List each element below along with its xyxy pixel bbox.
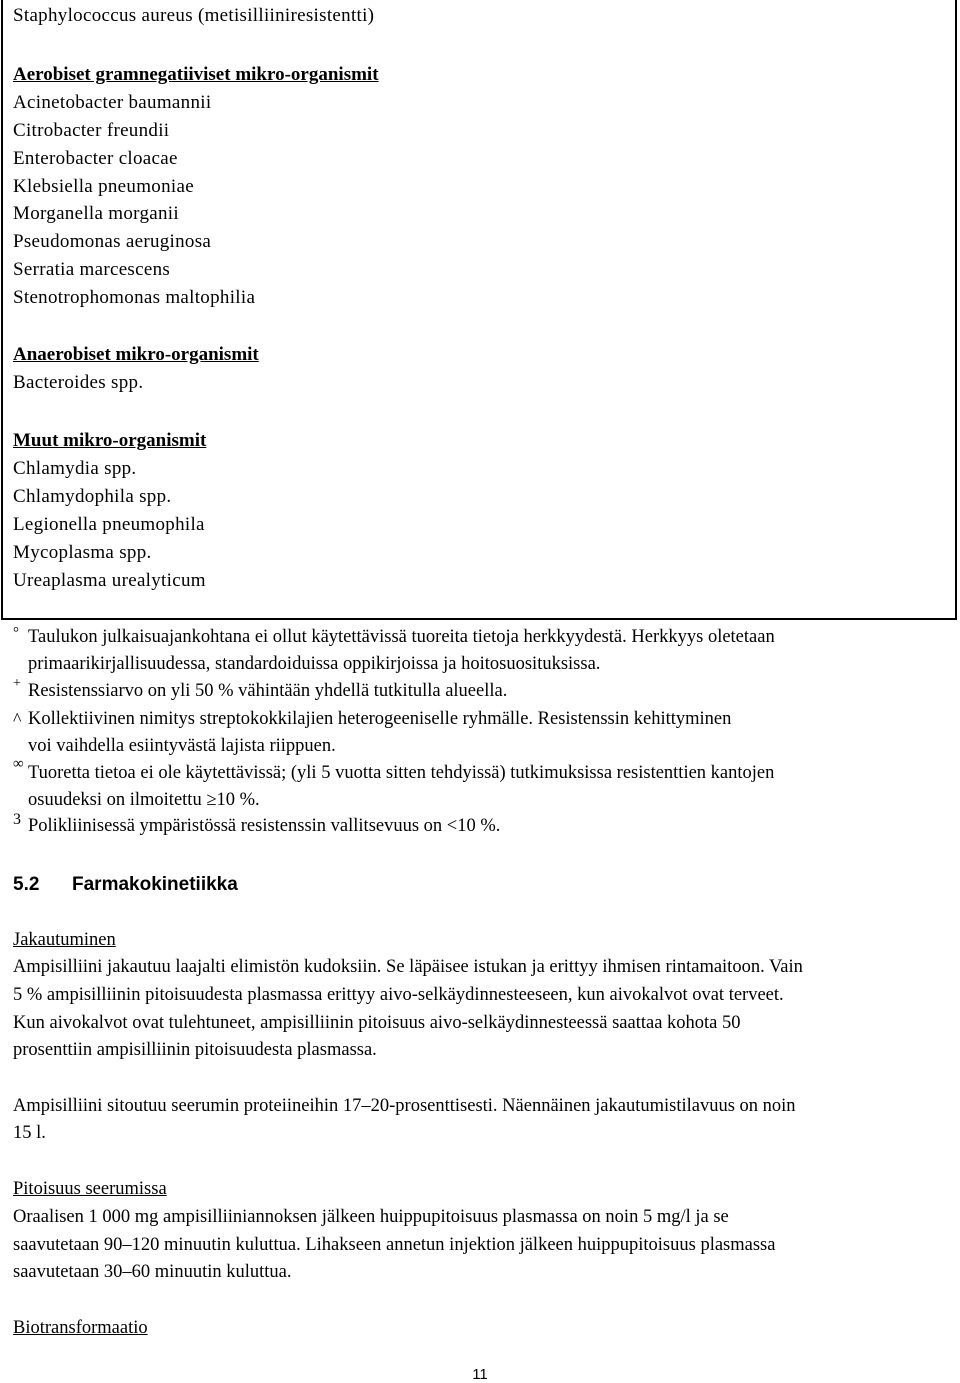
footnote-line: Tuoretta tietoa ei ole käytettävissä; (yli 5 vuotta sitten tehdyissä) tutkimuksissa resistenttien kantojen bbox=[28, 763, 775, 783]
footnote-line: Kollektiivinen nimitys streptokokkilajien heterogeeniselle ryhmälle. Resistenssin kehittyminen bbox=[28, 709, 732, 729]
organism-item: Enterobacter cloacae bbox=[13, 148, 178, 169]
organism-item: Pseudomonas aeruginosa bbox=[13, 231, 212, 252]
footnote-line: Resistenssiarvo on yli 50 % vähintään yhdellä tutkitulla alueella. bbox=[28, 681, 508, 701]
organism-item: Bacteroides spp. bbox=[13, 372, 144, 393]
footnote-line: Polikliinisessä ympäristössä resistenssin vallitsevuus on <10 %. bbox=[28, 816, 501, 836]
section-title: Farmakokinetiikka bbox=[72, 874, 238, 895]
organism-item: Acinetobacter baumannii bbox=[13, 92, 212, 113]
footnote-symbol: ∞ bbox=[13, 756, 24, 772]
footnote-line: primaarikirjallisuudessa, standardoiduissa oppikirjoissa ja hoitosuosituksissa. bbox=[28, 654, 601, 674]
paragraph-line: Ampisilliini sitoutuu seerumin proteiineihin 17–20-prosenttisesti. Näennäinen jakautumistilavuus on noin bbox=[13, 1096, 796, 1116]
page-number: 11 bbox=[472, 1366, 488, 1383]
footnote-symbol: 3 bbox=[13, 811, 21, 828]
paragraph-line: prosenttiin ampisilliinin pitoisuudesta plasmassa. bbox=[13, 1040, 377, 1060]
anaerobic-heading: Anaerobiset mikro-organismit bbox=[13, 344, 259, 365]
paragraph-line: Kun aivokalvot ovat tulehtuneet, ampisilliinin pitoisuus aivo-selkäydinnesteessä saattaa kohota 50 bbox=[13, 1013, 741, 1033]
paragraph-line: saavutetaan 90–120 minuutin kuluttua. Lihakseen annetun injektion jälkeen huippupitoisuus plasmassa bbox=[13, 1235, 776, 1255]
other-heading: Muut mikro-organismit bbox=[13, 430, 207, 451]
section-number: 5.2 bbox=[13, 874, 40, 895]
footnote-symbol: + bbox=[13, 676, 21, 691]
organism-item: Serratia marcescens bbox=[13, 259, 171, 280]
footnote-line: voi vaihdella esiintyvästä lajista riippuen. bbox=[28, 736, 336, 756]
organism-item: Legionella pneumophila bbox=[13, 514, 205, 535]
gramneg-heading: Aerobiset gramnegatiiviset mikro-organismit bbox=[13, 64, 379, 85]
organism-item: Ureaplasma urealyticum bbox=[13, 570, 206, 591]
organism-item: Chlamydia spp. bbox=[13, 458, 137, 479]
organism-item: Klebsiella pneumoniae bbox=[13, 176, 194, 197]
footnote-line: Taulukon julkaisuajankohtana ei ollut käytettävissä tuoreita tietoja herkkyydestä. Herkkyys oletetaan bbox=[28, 627, 775, 647]
pitoisuus-heading: Pitoisuus seerumissa bbox=[13, 1179, 167, 1199]
organism-item: Chlamydophila spp. bbox=[13, 486, 172, 507]
organism-item: Morganella morganii bbox=[13, 203, 179, 224]
footnote-symbol: ° bbox=[13, 625, 19, 641]
organism-staph: Staphylococcus aureus (metisilliiniresistentti) bbox=[13, 5, 375, 26]
organism-item: Citrobacter freundii bbox=[13, 120, 170, 141]
paragraph-line: saavutetaan 30–60 minuutin kuluttua. bbox=[13, 1262, 292, 1282]
biotransformaatio-heading: Biotransformaatio bbox=[13, 1318, 148, 1338]
jakautuminen-heading: Jakautuminen bbox=[13, 930, 116, 950]
footnote-symbol: ^ bbox=[13, 709, 22, 729]
paragraph-line: Ampisilliini jakautuu laajalti elimistön kudoksiin. Se läpäisee istukan ja erittyy ihmisen rintamaitoon. Vain bbox=[13, 957, 803, 977]
paragraph-line: Oraalisen 1 000 mg ampisilliiniannoksen jälkeen huippupitoisuus plasmassa on noin 5 mg/l ja se bbox=[13, 1207, 729, 1227]
paragraph-line: 5 % ampisilliinin pitoisuudesta plasmassa erittyy aivo-selkäydinnesteeseen, kun aivokalvot ovat terveet. bbox=[13, 985, 784, 1005]
paragraph-line: 15 l. bbox=[13, 1123, 46, 1143]
organism-item: Stenotrophomonas maltophilia bbox=[13, 287, 256, 308]
organism-item: Mycoplasma spp. bbox=[13, 542, 152, 563]
footnote-line: osuudeksi on ilmoitettu ≥10 %. bbox=[28, 790, 260, 810]
